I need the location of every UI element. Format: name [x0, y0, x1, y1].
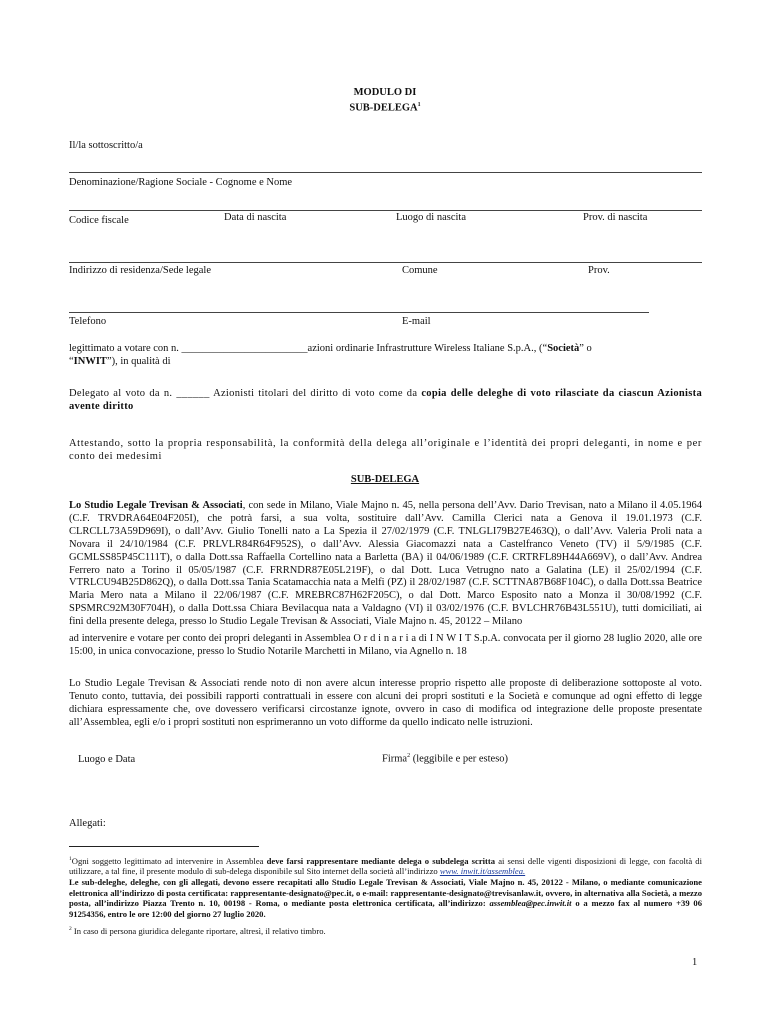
footnote-2: $^2$ In caso di persona giuridica delegante riportare, altresì, il relativo timbro.: [69, 925, 326, 936]
nota-paragraph: Lo Studio Legale Trevisan & Associati rende noto di non avere alcun interesse proprio rispetto alle proposte di deliberazione sottoposte al voto. Tenuto conto, tuttavia, dei possibili rapporti contrattuali in essere con alcuni dei propri sostituti e la Società e comunque ad ogni effetto di legge dichiara espressamente che, ove dovessero verificarsi circostanze ignote, ovvero in caso di modifica od integrazione delle proposte presentate all’Assemblea, egli e/o i propri sostituti non esprimeranno un voto difforme da quello indicato nelle istruzioni.: [69, 678, 702, 728]
legittimato-paragraph: legittimato a votare con n. ________________________azioni ordinarie Infrastrutture Wireless Italiane S.p.A., (“Società” o “INWIT”), in qualità di: [69, 343, 592, 367]
page-number: 1: [692, 957, 698, 968]
denominazione-line[interactable]: [69, 172, 702, 173]
indirizzo-label: Indirizzo di residenza/Sede legale: [69, 265, 211, 276]
document-title: [0, 86, 770, 115]
footnote-ref-1: 1: [417, 102, 421, 108]
inwit-assemblea-link[interactable]: www. inwit.it/assemblea.: [439, 866, 526, 877]
comune-label: Comune: [402, 265, 438, 276]
data-nascita-label: Data di nascita: [224, 212, 287, 223]
telefono-line[interactable]: [69, 312, 649, 313]
luogo-data-label: Luogo e Data: [78, 754, 136, 765]
email-label: E-mail: [402, 316, 431, 327]
sottoscritto-label: Il/la sottoscritto/a: [69, 140, 143, 151]
luogo-nascita-label: Luogo di nascita: [396, 212, 466, 223]
delegato-paragraph: Delegato al voto da n. ______ Azionisti titolari del diritto di voto come da copia delle deleghe di voto rilasciate da ciascun Azionista avente diritto: [69, 388, 702, 412]
codice-fiscale-line[interactable]: [69, 210, 702, 211]
telefono-label: Telefono: [69, 316, 107, 327]
subdelega-heading: SUB-DELEGA: [350, 474, 420, 485]
footnote-separator: [69, 846, 259, 847]
title-line-2: SUB-DELEGA$^1$: [349, 102, 421, 114]
footnote-ref-2: 2: [407, 753, 411, 759]
prov-label: Prov.: [588, 265, 610, 276]
allegati-label: Allegati:: [69, 818, 106, 829]
intervenire-paragraph: ad intervenire e votare per conto dei propri deleganti in Assemblea O r d i n a r i a di I N W I T S.p.A. convocata per il giorno 28 luglio 2020, alle ore 15:00, in unica convocazione, presso lo Studio Notarile Marchetti in Milano, via Agnello n. 18: [69, 633, 702, 657]
title-line-1: MODULO DI: [353, 87, 417, 98]
indirizzo-line[interactable]: [69, 262, 702, 263]
footnote-1: $^1$Ogni soggetto legittimato ad intervenire in Assemblea deve farsi rappresentare mediante delega o subdelega scritta ai sensi delle vigenti disposizioni di legge, con facoltà di utilizzare, a tal fine, il presente modulo di sub-delega disponibile sul Sito internet della società all’indirizzo www. inwit.it/assemblea. Le sub-deleghe, deleghe, con gli allegati, devono essere recapitati allo Studio Legale Trevisan & Associati, Viale Majno n. 45, 20122 - Milano, o mediante comunicazione elettronica all’indirizzo di posta certificata: rappresentante-designato@pec.it, o e-mail: rappresentante-designato@trevisanlaw.it, ovvero, in alternativa alla Società, a mezzo posta, all’indirizzo Piazza Trento n. 10, 00198 - Roma, o mediante posta elettronica certificata, all’indirizzo: assemblea@pec.inwit.it o a mezzo fax al numero +39 06 91254356, entro le ore 12:00 del giorno 27 luglio 2020.: [69, 855, 702, 919]
codice-fiscale-label: Codice fiscale: [69, 215, 129, 226]
assemblea-pec-email[interactable]: assemblea@pec.inwit.it: [489, 898, 572, 909]
studio-paragraph: Lo Studio Legale Trevisan & Associati, con sede in Milano, Viale Majno n. 45, nella persona dell’Avv. Dario Trevisan, nato a Milano il 4.05.1964 (C.F. TRVDRA64E04F205I), che potrà farsi, a sua volta, sostituire dall’Avv. Camilla Clerici nata a Genova il 19.01.1973 (C.F. CLRCLL73A59D969I), o dall’Avv. Giulio Tonelli nato a La Spezia il 27/02/1979 (C.F. TNLGLI79B27E463Q), o dall’Avv. Valeria Proli nata a Novara il 24/10/1984 (C.F. PRLVLR84R64F952S), o dall’Avv. Alessia Giacomazzi nata a Castelfranco Veneto (TV) il 5/9/1985 (C.F. GCMLSS85P45C111T), o dalla Dott.ssa Raffaella Cortellino nata a Barletta (BA) il 04/06/1989 (C.F. CRTRFL89H44A669V), o dall’Avv. Andrea Ferrero nato a Torino il 05/05/1987 (C.F. FRRNDR87E05L219F), o dal Dott. Luca Vetrugno nato a Galatina (LE) il 25/02/1994 (C.F. VTRLCU94B25D862Q), o dalla Dott.ssa Tania Scatamacchia nata a Melfi (PZ) il 28/02/1987 (C.F. SCTTNA87B68F104C), o dalla Dott.ssa Beatrice Maria Mero nata a Milano il 22/06/1987 (C.F. MREBRC87H62F205C), o dal Dott. Marco Esposito nato a Monza il 30/08/1992 (C.F. SPSMRC92M30F704H), o dalla Dott.ssa Chiara Bevilacqua nata a Valdagno (VI) il 03/02/1976 (C.F. BVLCHR76B43L551U), tutti domiciliati, ai fini della presente delega, presso lo Studio Legale Trevisan & Associati, Viale Majno n. 45, 20122 – Milano: [69, 500, 702, 628]
firma-label: Firma$^2$ (leggibile e per esteso): [382, 753, 509, 765]
denominazione-label: Denominazione/Ragione Sociale - Cognome e Nome: [69, 177, 293, 188]
prov-nascita-label: Prov. di nascita: [583, 212, 648, 223]
attestando-paragraph: Attestando, sotto la propria responsabilità, la conformità della delega all’originale e l’identità dei propri deleganti, in nome e per conto dei medesimi: [69, 438, 702, 462]
